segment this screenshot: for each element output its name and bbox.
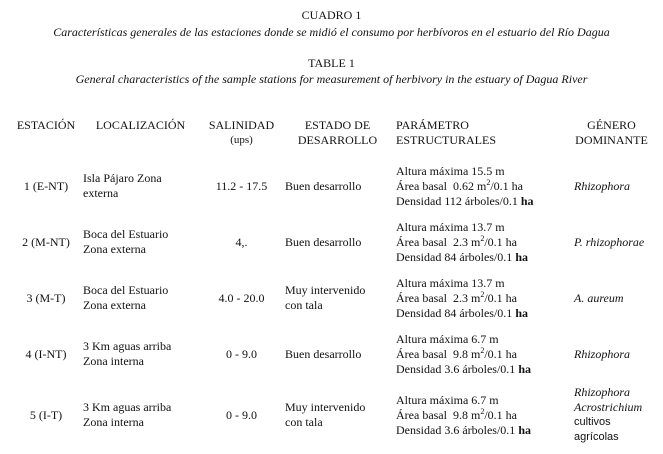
area-superscript: 2 bbox=[480, 406, 485, 416]
state-cell bbox=[282, 158, 393, 214]
area-superscript: 2 bbox=[480, 345, 485, 355]
state-line: con tala bbox=[285, 415, 323, 429]
area-unit: /0.1 ha bbox=[490, 178, 523, 193]
densidad-text: Densidad 84 árboles/0.1 bbox=[396, 305, 513, 320]
area-superscript: 2 bbox=[480, 289, 485, 299]
state-line: Muy intervenido bbox=[285, 283, 366, 297]
parameters-cell bbox=[393, 382, 571, 448]
header-estacion: ESTACIÓN bbox=[16, 118, 76, 132]
densidad-text: Densidad 84 árboles/0.1 bbox=[396, 249, 513, 264]
location-line: 3 Km aguas arriba bbox=[83, 339, 172, 353]
area-superscript: 2 bbox=[480, 233, 485, 243]
location-line: 3 Km aguas arriba bbox=[83, 400, 172, 414]
salinity-cell: 4,. bbox=[235, 234, 248, 249]
state-line: Muy intervenido bbox=[285, 400, 366, 414]
genus-cell bbox=[571, 326, 652, 382]
location-line: Isla Pájaro Zona bbox=[83, 171, 162, 185]
location-line: Zona externa bbox=[83, 298, 146, 312]
stations-table bbox=[12, 114, 652, 448]
station-cell: 2 (M-NT) bbox=[22, 234, 70, 249]
header-genero bbox=[571, 114, 652, 158]
header-genero-line1: GÉNERO bbox=[587, 118, 636, 132]
table-row bbox=[12, 270, 652, 326]
header-parametro bbox=[393, 114, 571, 158]
parameters-cell bbox=[393, 214, 571, 270]
header-salinidad-unit: (ups) bbox=[230, 134, 253, 146]
area-value: 0.62 m bbox=[452, 178, 487, 193]
genus-cell bbox=[571, 158, 652, 214]
salinity-cell: 0 - 9.0 bbox=[226, 346, 257, 361]
area-value: 9.8 m bbox=[452, 407, 481, 422]
genus-cell bbox=[571, 382, 652, 448]
area-line bbox=[396, 408, 568, 423]
header-row bbox=[12, 114, 652, 158]
table-row bbox=[12, 214, 652, 270]
state-line: Buen desarrollo bbox=[285, 234, 362, 249]
genus-line: A. aureum bbox=[574, 290, 624, 305]
parameters-cell bbox=[393, 270, 571, 326]
station-cell: 3 (M-T) bbox=[26, 290, 66, 305]
table-row bbox=[12, 382, 652, 448]
state-line: Buen desarrollo bbox=[285, 178, 362, 193]
header-localizacion: LOCALIZACIÓN bbox=[95, 118, 186, 132]
location-line: Zona externa bbox=[83, 242, 146, 256]
densidad-unit: ha bbox=[520, 193, 534, 208]
area-line bbox=[396, 291, 568, 306]
table-title: TABLE 1 bbox=[308, 56, 355, 70]
state-line: Buen desarrollo bbox=[285, 346, 362, 361]
area-value: 2.3 m bbox=[452, 290, 481, 305]
densidad-text: Densidad 3.6 árboles/0.1 bbox=[396, 422, 516, 437]
area-unit: /0.1 ha bbox=[484, 234, 517, 249]
station-cell: 5 (I-T) bbox=[29, 407, 63, 422]
genus-line: Rhizophora bbox=[574, 178, 631, 193]
station-cell: 4 (I-NT) bbox=[25, 346, 67, 361]
densidad-unit: ha bbox=[518, 422, 531, 437]
altura-line: Altura máxima 13.7 m bbox=[396, 275, 505, 290]
area-line bbox=[396, 179, 568, 194]
header-parametro-line2: ESTRUCTURALES bbox=[396, 133, 497, 147]
densidad-text: Densidad 3.6 árboles/0.1 bbox=[396, 361, 516, 376]
area-unit: /0.1 ha bbox=[484, 407, 517, 422]
area-value: 2.3 m bbox=[452, 234, 481, 249]
state-cell bbox=[282, 214, 393, 270]
area-label: Área basal bbox=[396, 290, 447, 305]
state-cell bbox=[282, 326, 393, 382]
genus-line: Acrostrichium bbox=[574, 400, 643, 414]
header-estado-line1: ESTADO DE bbox=[304, 118, 371, 132]
cuadro-description: Características generales de las estaciones donde se midió el consumo por herbívoros en el estuario del Río Dagua bbox=[53, 25, 610, 39]
genus-line: Rhizophora bbox=[574, 346, 631, 361]
state-cell bbox=[282, 270, 393, 326]
cuadro-title: CUADRO 1 bbox=[301, 8, 362, 22]
location-line: Boca del Estuario bbox=[83, 283, 169, 297]
genus-cell bbox=[571, 214, 652, 270]
genus-line: P. rhizophorae bbox=[574, 234, 645, 249]
area-line bbox=[396, 347, 568, 362]
parameters-cell bbox=[393, 158, 571, 214]
location-cell bbox=[80, 214, 201, 270]
densidad-line bbox=[396, 306, 568, 321]
densidad-line bbox=[396, 362, 568, 377]
header-estado bbox=[282, 114, 393, 158]
table-description: General characteristics of the sample stations for measurement of herbivory in the estuary of Dagua River bbox=[75, 72, 588, 86]
densidad-line bbox=[396, 250, 568, 265]
genus-line: agrícolas bbox=[574, 431, 619, 443]
altura-line: Altura máxima 15.5 m bbox=[396, 163, 505, 178]
parameters-cell bbox=[393, 326, 571, 382]
station-cell: 1 (E-NT) bbox=[23, 178, 69, 193]
salinity-cell: 4.0 - 20.0 bbox=[218, 290, 265, 305]
header-genero-line2: DOMINANTE bbox=[575, 133, 648, 147]
area-unit: /0.1 ha bbox=[484, 290, 517, 305]
table-body bbox=[12, 158, 652, 448]
location-line: Zona interna bbox=[83, 354, 144, 368]
area-label: Área basal bbox=[396, 178, 447, 193]
location-cell bbox=[80, 382, 201, 448]
area-label: Área basal bbox=[396, 407, 447, 422]
header-salinidad-label: SALINIDAD bbox=[208, 118, 275, 132]
table-row bbox=[12, 326, 652, 382]
densidad-line bbox=[396, 194, 568, 209]
salinity-cell: 11.2 - 17.5 bbox=[215, 178, 268, 193]
area-label: Área basal bbox=[396, 234, 447, 249]
location-line: Boca del Estuario bbox=[83, 227, 169, 241]
densidad-unit: ha bbox=[518, 361, 531, 376]
header-parametro-line1: PARÁMETRO bbox=[396, 118, 469, 132]
densidad-line bbox=[396, 423, 568, 438]
location-line: Zona interna bbox=[83, 415, 144, 429]
densidad-text: Densidad 112 árboles/0.1 bbox=[396, 193, 518, 208]
table-row bbox=[12, 158, 652, 214]
header-salinidad bbox=[201, 114, 282, 158]
genus-line: cultivos bbox=[574, 416, 611, 428]
location-line: externa bbox=[83, 186, 119, 200]
genus-line: Rhizophora bbox=[574, 385, 631, 399]
altura-line: Altura máxima 6.7 m bbox=[396, 331, 499, 346]
header-estado-line2: DESARROLLO bbox=[297, 133, 378, 147]
genus-cell bbox=[571, 270, 652, 326]
densidad-unit: ha bbox=[515, 305, 528, 320]
location-cell bbox=[80, 158, 201, 214]
state-line: con tala bbox=[285, 298, 323, 312]
salinity-cell: 0 - 9.0 bbox=[226, 407, 257, 422]
area-line bbox=[396, 235, 568, 250]
area-unit: /0.1 ha bbox=[484, 346, 517, 361]
altura-line: Altura máxima 6.7 m bbox=[396, 392, 499, 407]
altura-line: Altura máxima 13.7 m bbox=[396, 219, 505, 234]
location-cell bbox=[80, 270, 201, 326]
densidad-unit: ha bbox=[515, 249, 528, 264]
location-cell bbox=[80, 326, 201, 382]
area-superscript: 2 bbox=[486, 177, 491, 187]
area-value: 9.8 m bbox=[452, 346, 481, 361]
state-cell bbox=[282, 382, 393, 448]
area-label: Área basal bbox=[396, 346, 447, 361]
